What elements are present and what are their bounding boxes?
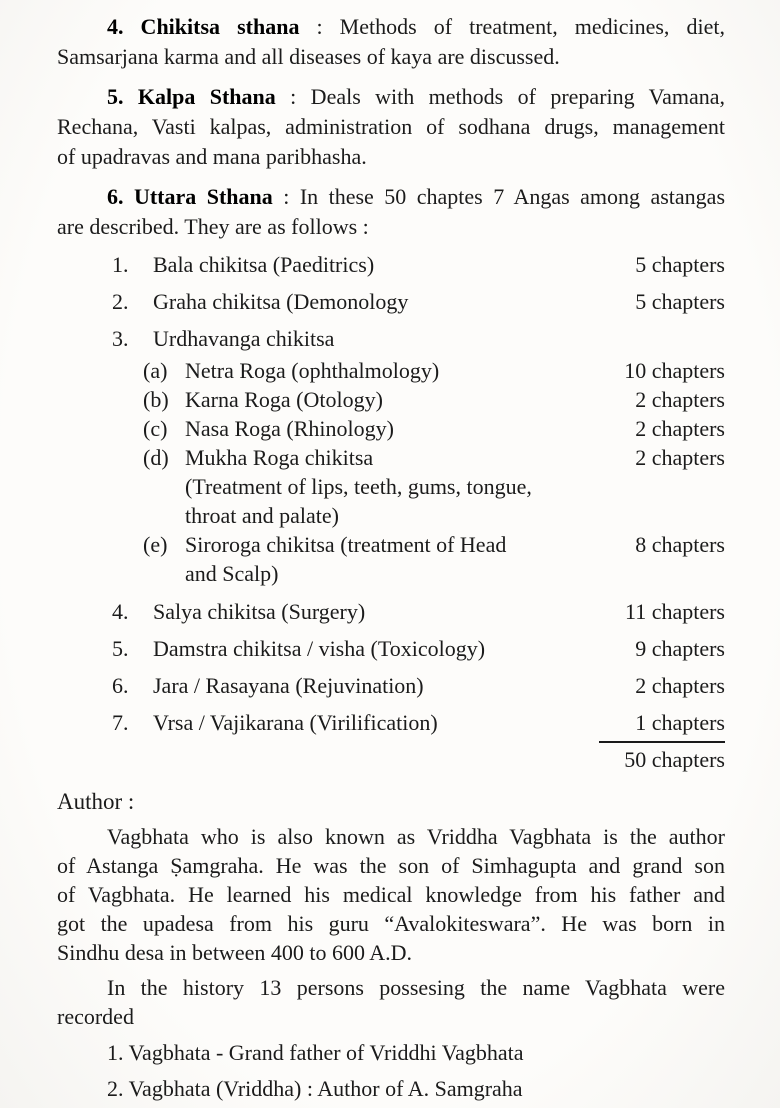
chapter-row [112, 287, 725, 316]
chapter-number: 3. [112, 326, 129, 351]
chapter-subrow [143, 385, 725, 414]
chapter-count: 2 chapters [635, 445, 725, 470]
chapter-sublist [57, 356, 725, 588]
title-line: throat and palate) [185, 503, 339, 528]
section-label: 6. Uttara Sthana [107, 184, 273, 209]
chapter-number: 7. [112, 710, 129, 735]
chapter-number: 2. [112, 289, 129, 314]
chapter-list [57, 250, 725, 774]
chapter-count: 8 chapters [635, 532, 725, 557]
chapter-title [185, 530, 635, 588]
chapter-subrow [143, 414, 725, 443]
title-line: and Scalp) [185, 561, 279, 586]
paragraph-uttara-sthana [57, 182, 725, 242]
text-line: Samsarjana karma and all diseases of kaya are discussed. [57, 44, 560, 69]
chapter-title: Bala chikitsa (Paeditrics) [153, 252, 375, 277]
chapter-subrow [143, 443, 725, 530]
chapter-row [112, 324, 725, 353]
chapter-row [112, 250, 725, 279]
chapter-subrow [143, 356, 725, 385]
chapter-letter: (b) [143, 387, 169, 412]
chapter-count: 9 chapters [635, 636, 725, 661]
chapter-title: Vrsa / Vajikarana (Virilification) [153, 710, 438, 735]
total-chapters: 50 chapters [624, 747, 725, 772]
chapter-row [112, 671, 725, 700]
chapter-count: 2 chapters [635, 673, 725, 698]
chapter-title: Damstra chikitsa / visha (Toxicology) [153, 636, 486, 661]
chapter-letter: (c) [143, 416, 168, 441]
text-line: Vagbhata who is also known as Vriddha Vagbhata is the author [107, 824, 725, 849]
chapter-count: 2 chapters [635, 416, 725, 441]
text-segment: : In these 50 chaptes 7 Angas among astangas [272, 184, 726, 209]
title-line: Siroroga chikitsa (treatment of Head [185, 532, 507, 557]
text-line: Sindhu desa in between 400 to 600 A.D. [57, 940, 413, 965]
paragraph-kalpa-sthana [57, 82, 725, 172]
text-line: are described. They are as follows : [57, 214, 369, 239]
text-line: Rechana, Vasti kalpas, administration of sodhana drugs, management [57, 114, 725, 139]
list-item: 2. Vagbhata (Vriddha) : Author of A. Samgraha [107, 1076, 523, 1101]
author-heading: Author : [57, 789, 135, 814]
text-line: got the upadesa from his guru “Avalokiteswara”. He was born in [57, 911, 725, 936]
history-paragraph [57, 973, 725, 1031]
chapter-title [185, 443, 635, 530]
chapter-title: Urdhavanga chikitsa [153, 326, 335, 351]
text-line [57, 182, 725, 212]
chapter-count: 1 chapters [635, 710, 725, 735]
chapter-row [112, 708, 725, 737]
chapter-title: Nasa Roga (Rhinology) [185, 416, 394, 441]
chapter-subrow [143, 530, 725, 588]
total-underline [599, 741, 725, 743]
chapter-number: 1. [112, 252, 129, 277]
text-segment: : Deals with methods of preparing Vamana, [275, 84, 725, 109]
text-line: of upadravas and mana paribhasha. [57, 144, 367, 169]
chapter-count: 5 chapters [635, 289, 725, 314]
chapter-count: 11 chapters [625, 599, 725, 624]
chapter-title: Graha chikitsa (Demonology [153, 289, 409, 314]
chapter-row [112, 597, 725, 626]
text-line [57, 12, 725, 42]
chapter-title: Jara / Rasayana (Rejuvination) [153, 673, 424, 698]
paragraph-chikitsa-sthana [57, 12, 725, 72]
vagbhata-name-list [57, 1038, 725, 1103]
list-item: 1. Vagbhata - Grand father of Vriddhi Vagbhata [107, 1040, 524, 1065]
text-line: In the history 13 persons possesing the name Vagbhata were [107, 975, 725, 1000]
text-line: of Vagbhata. He learned his medical knowledge from his father and [57, 882, 725, 907]
chapter-letter: (d) [143, 445, 169, 470]
text-segment: : Methods of treatment, medicines, diet, [299, 14, 725, 39]
section-label: 4. Chikitsa sthana [107, 14, 300, 39]
chapter-title: Salya chikitsa (Surgery) [153, 599, 366, 624]
chapter-title: Netra Roga (ophthalmology) [185, 358, 440, 383]
title-line: Mukha Roga chikitsa [185, 445, 374, 470]
chapter-number: 4. [112, 599, 129, 624]
section-label: 5. Kalpa Sthana [107, 84, 276, 109]
chapter-letter: (e) [143, 532, 168, 557]
chapter-number: 6. [112, 673, 129, 698]
chapter-count: 10 chapters [624, 358, 725, 383]
chapter-row [112, 634, 725, 663]
chapter-number: 5. [112, 636, 129, 661]
chapter-letter: (a) [143, 358, 168, 383]
chapter-count: 2 chapters [635, 387, 725, 412]
text-line: of Astanga Ṣamgraha. He was the son of Simhagupta and grand son [57, 853, 725, 878]
chapter-count: 5 chapters [635, 252, 725, 277]
text-line: recorded [57, 1004, 134, 1029]
author-bio-paragraph [57, 822, 725, 967]
text-line [57, 82, 725, 112]
chapter-title: Karna Roga (Otology) [185, 387, 383, 412]
title-line: (Treatment of lips, teeth, gums, tongue, [185, 474, 532, 499]
